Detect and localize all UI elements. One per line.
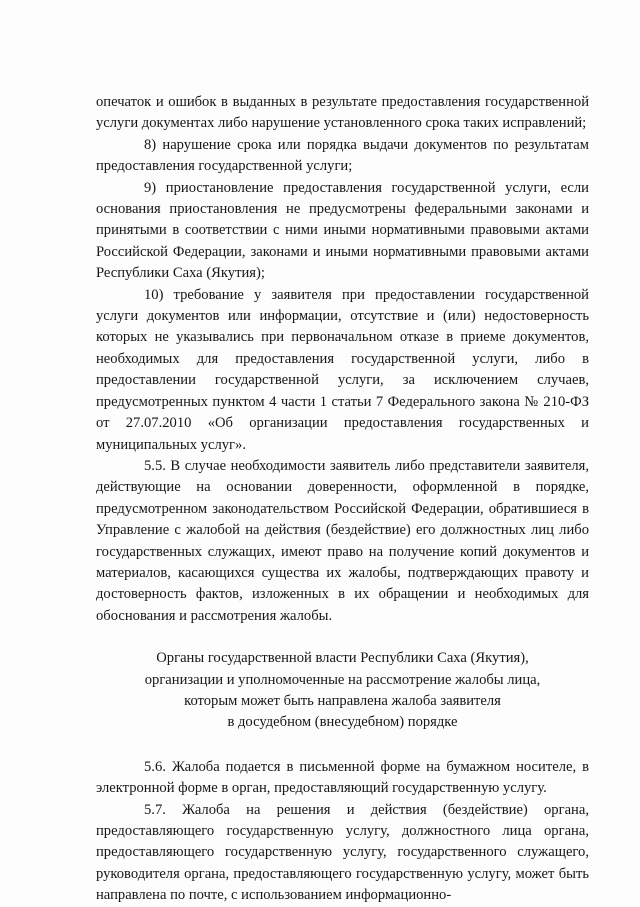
heading-line: в досудебном (внесудебном) порядке <box>227 714 458 731</box>
paragraph-5-5: 5.5. В случае необходимости заявитель либо представители заявителя, действующие на основании доверенности, оформленной в порядке, предусмотренном законодательством Российской Федерации, обратившиеся в Управление с жалобой на действия (бездействие) его должностных лиц либо государственных служащих, имеют право на получение копий документов и материалов, касающихся существа их жалобы, подтверждающих правоту и достоверность фактов, изложенных в их обращении и необходимых для обоснования и рассмотрения жалобы. <box>96 457 589 624</box>
heading-line: которым может быть направлена жалоба заявителя <box>184 692 501 709</box>
section-heading <box>96 648 589 734</box>
heading-line: организации и уполномоченные на рассмотрение жалобы лица, <box>144 671 541 688</box>
paragraph-5-7: 5.7. Жалоба на решения и действия (бездействие) органа, предоставляющего государственную услугу, должностного лица органа, предоставляющего государственную услугу, государственного служащего, руководителя органа, предоставляющего государственную услугу, может быть направлена по почте, с использованием информационно- <box>96 801 589 904</box>
paragraph-continuation: опечаток и ошибок в выданных в результате предоставления государственной услуги документах либо нарушение установленного срока таких исправлений; <box>96 94 589 132</box>
paragraph-item-10: 10) требование у заявителя при предоставлении государственной услуги документов или информации, отсутствие и (или) недостоверность которых не указывались при первоначальном отказе в приеме документов, необходимых для предоставления государственной услуги, либо в предоставлении государственной услуги, за исключением случаев, предусмотренных пунктом 4 части 1 статьи 7 Федерального закона № 210-ФЗ от 27.07.2010 «Об организации предоставления государственных и муниципальных услуг». <box>96 286 589 453</box>
document-body <box>96 92 589 907</box>
paragraph-item-8: 8) нарушение срока или порядка выдачи документов по результатам предоставления государственной услуги; <box>96 136 589 175</box>
heading-line: Органы государственной власти Республики Саха (Якутия), <box>156 650 529 667</box>
paragraph-5-6: 5.6. Жалоба подается в письменной форме на бумажном носителе, в электронной форме в орган, предоставляющий государственную услугу. <box>96 758 589 797</box>
paragraph-item-9: 9) приостановление предоставления государственной услуги, если основания приостановления не предусмотрены федеральными законами и принятыми в соответствии с ними иными нормативными правовыми актами Российской Федерации, законами и иными нормативными правовыми актами Республики Саха (Якутия); <box>96 179 589 282</box>
